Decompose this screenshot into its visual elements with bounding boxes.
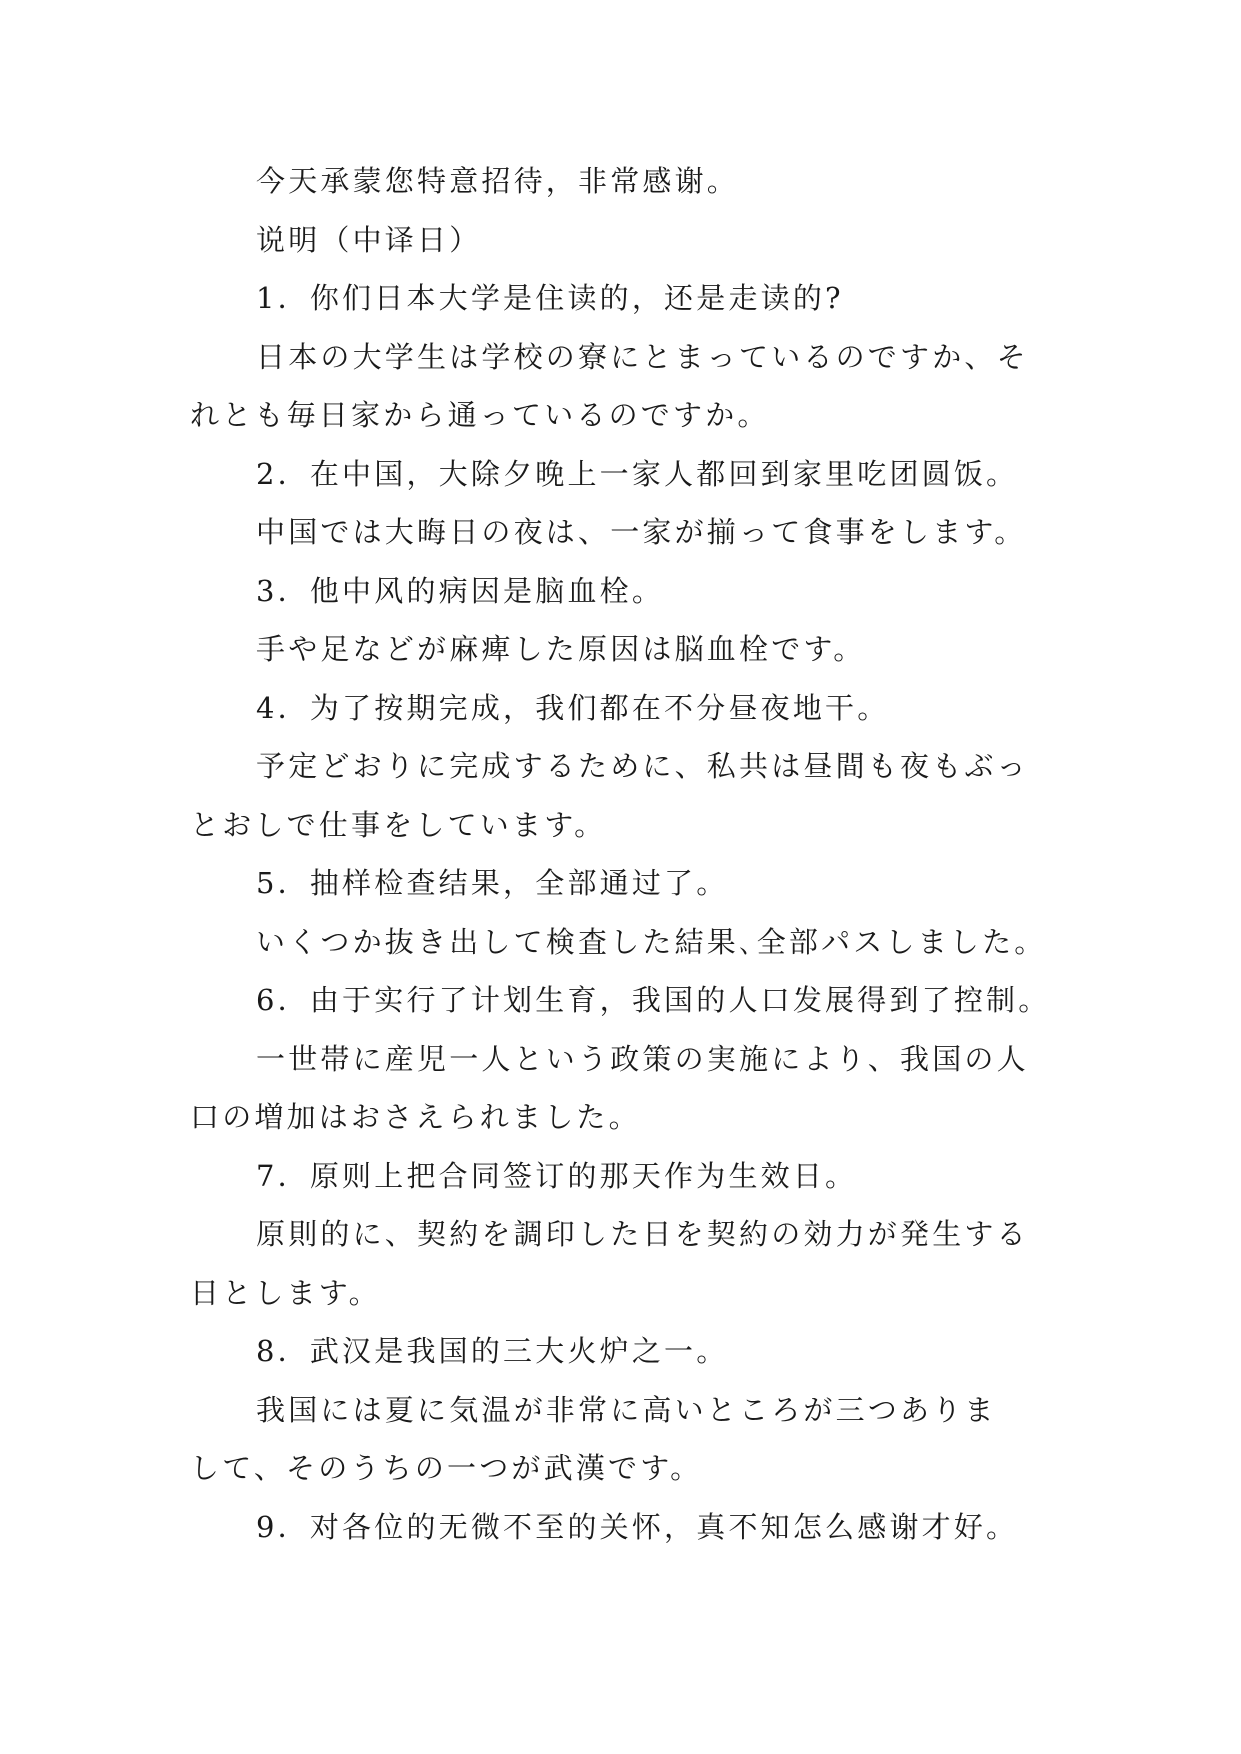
answer-line-continued: して、そのうちの一つが武漢です。: [190, 1451, 703, 1485]
answer-line: 一世帯に産児一人という政策の実施により、我国の人: [256, 1041, 1029, 1076]
answer-line: 手や足などが麻痺した原因は脳血栓です。: [256, 632, 866, 666]
question-line: 8．武汉是我国的三大火炉之一。: [256, 1334, 729, 1368]
document-page: [190, 152, 1060, 1556]
answer-line: 原則的に、契約を調印した日を契約の効力が発生する: [256, 1217, 1029, 1251]
answer-line: 我国には夏に気温が非常に高いところが三つありま: [256, 1392, 997, 1427]
question-line: 9．对各位的无微不至的关怀，真不知怎么感谢才好。: [256, 1509, 1019, 1544]
answer-line: 予定どおりに完成するために、私共は昼間も夜もぶっ: [256, 749, 1029, 783]
answer-line-continued: とおしで仕事をしています。: [190, 807, 607, 842]
question-line: 3．他中风的病因是脑血栓。: [256, 573, 665, 608]
question-line: 6．由于实行了计划生育，我国的人口发展得到了控制。: [256, 983, 1051, 1017]
text-line: 今天承蒙您特意招待，非常感谢。: [256, 164, 740, 198]
question-line: 2．在中国，大除夕晚上一家人都回到家里吃团圆饭。: [256, 456, 1019, 491]
question-line: 5．抽样检查结果，全部通过了。: [256, 866, 729, 900]
answer-line-continued: 口の増加はおさえられました。: [190, 1100, 641, 1134]
section-heading: 说明（中译日）: [256, 222, 482, 257]
answer-line-continued: れとも毎日家から通っているのですか。: [190, 398, 770, 432]
answer-line: 中国では大晦日の夜は、一家が揃って食事をします。: [256, 515, 1027, 549]
answer-line: 日本の大学生は学校の寮にとまっているのですか、そ: [256, 339, 1029, 374]
question-line: 7．原则上把合同签订的那天作为生效日。: [256, 1158, 858, 1193]
question-line: 1．你们日本大学是住读的，还是走读的?: [256, 281, 844, 315]
answer-line: いくつか抜き出して検査した結果､全部パスしました。: [256, 924, 1047, 959]
answer-line-continued: 日とします。: [190, 1275, 381, 1310]
question-line: 4．为了按期完成，我们都在不分昼夜地干。: [256, 690, 890, 725]
